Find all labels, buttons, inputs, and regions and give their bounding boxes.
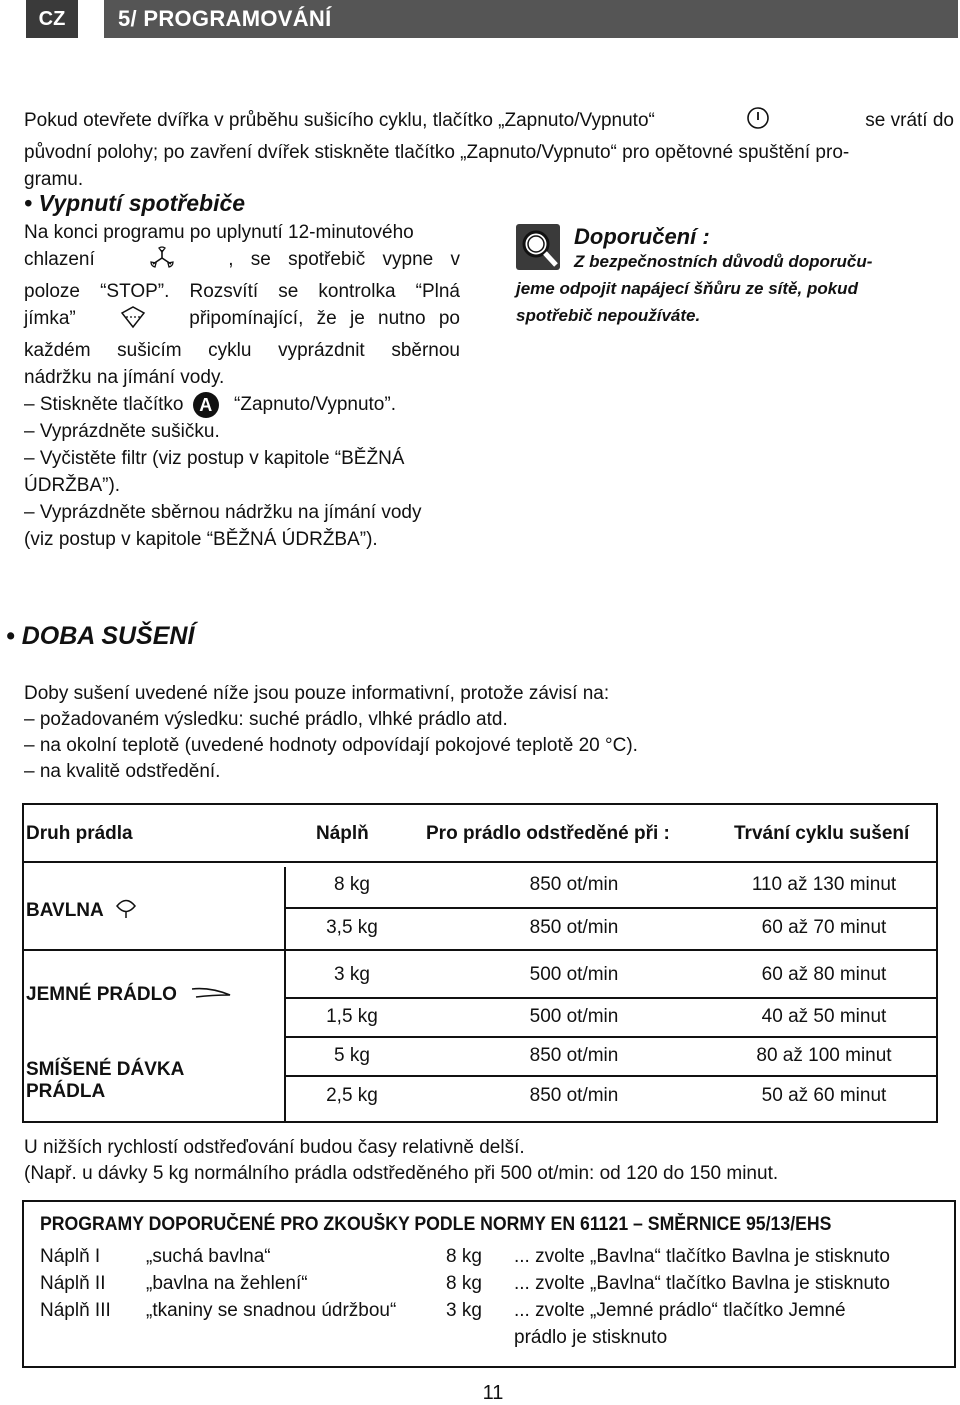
table-row-rule	[286, 1036, 936, 1038]
drying-text	[24, 681, 944, 785]
list-item	[40, 1270, 950, 1297]
drying-table	[22, 803, 938, 1123]
program-name: „tkaniny se snadnou údržbou“	[146, 1300, 397, 1321]
table-group-label	[26, 983, 232, 1007]
drying-line-1: Doby sušení uvedené níže jsou pouze informativní, protože závisí na:	[24, 683, 610, 704]
table-cell: 60 až 80 minut	[761, 964, 887, 985]
shutdown-line-1: Na konci programu po uplynutí 12-minutového	[24, 222, 414, 243]
note-line-2: (Např. u dávky 5 kg normálního prádla odstředěného při 500 ot/min: od 120 do 150 minut.	[24, 1163, 779, 1184]
table-group-label-text: BAVLNA	[26, 900, 104, 922]
intro-line-3: gramu.	[24, 169, 84, 190]
shutdown-text	[24, 219, 460, 553]
shutdown-step-3b: ÚDRŽBA”).	[24, 475, 121, 496]
intro-line-1a: Pokud otevřete dvířka v průběhu sušicího cyklu, tlačítko „Zapnuto/Vypnuto“	[24, 110, 655, 131]
shutdown-line-4a: jímka”	[24, 308, 76, 329]
table-cell: 1,5 kg	[326, 1006, 378, 1027]
table-cell: 2,5 kg	[326, 1085, 378, 1106]
table-group-label-line2: PRÁDLA	[26, 1081, 106, 1102]
shutdown-step-3: – Vyčistěte filtr (viz postup v kapitole “BĚŽNÁ	[24, 448, 405, 469]
shutdown-step-4: – Vyprázdněte sběrnou nádržku na jímání vody	[24, 502, 422, 523]
program-weight: 3 kg	[446, 1300, 482, 1321]
list-item	[40, 1243, 950, 1270]
table-header-type: Druh prádla	[26, 823, 133, 844]
table-header-load: Náplň	[316, 823, 369, 844]
programs-list	[40, 1243, 950, 1351]
table-cell: 50 až 60 minut	[761, 1085, 887, 1106]
drying-line-2: – požadovaném výsledku: suché prádlo, vlhké prádlo atd.	[24, 709, 508, 730]
delicate-icon	[190, 983, 232, 1007]
shutdown-heading: • Vypnutí spotřebiče	[24, 190, 246, 216]
list-item-continuation	[40, 1324, 950, 1351]
shutdown-step-1	[24, 391, 460, 418]
tip-text	[516, 248, 954, 329]
table-row-rule	[286, 997, 936, 999]
shutdown-line-4b: připomínající, že je nutno po	[189, 308, 460, 329]
intro-line-1b: se vrátí do	[865, 110, 954, 131]
program-load: Náplň I	[40, 1246, 101, 1267]
tip-title: Doporučení :	[574, 224, 710, 249]
drying-line-4: – na kvalitě odstředění.	[24, 761, 221, 782]
section-title	[104, 0, 958, 38]
program-name: „bavlna na žehlení“	[146, 1273, 308, 1294]
page-number: 11	[482, 1382, 504, 1404]
table-cell: 80 až 100 minut	[756, 1045, 892, 1066]
table-cell: 3,5 kg	[326, 917, 378, 938]
table-cell: 500 ot/min	[529, 1006, 619, 1027]
shutdown-step-1a: – Stiskněte tlačítko	[24, 394, 184, 415]
button-a-icon: A	[193, 392, 219, 418]
shutdown-line-6: nádržku na jímání vody.	[24, 367, 225, 388]
table-cell: 60 až 70 minut	[761, 917, 887, 938]
table-cell: 8 kg	[334, 874, 370, 895]
note-line-1: U nižších rychlostí odstřeďování budou časy relativně delší.	[24, 1137, 525, 1158]
shutdown-line-4	[24, 305, 460, 337]
program-name: „suchá bavlna“	[146, 1246, 271, 1267]
table-group-label	[26, 897, 138, 925]
power-icon	[745, 105, 771, 139]
tip-line-2: jeme odpojit napájecí šňůru ze sítě, pokud	[516, 279, 858, 298]
table-cell: 500 ot/min	[529, 964, 619, 985]
table-group-label-line1: SMÍŠENÉ DÁVKA	[26, 1059, 185, 1080]
program-load: Náplň II	[40, 1273, 106, 1294]
program-load: Náplň III	[40, 1300, 111, 1321]
shutdown-line-3: poloze “STOP”. Rozsvítí se kontrolka “Plná	[24, 281, 460, 302]
shutdown-line-2b: , se spotřebič vypne v	[228, 249, 460, 270]
section-title-text: 5/ PROGRAMOVÁNÍ	[118, 6, 332, 31]
tip-line-3: spotřebič nepoužíváte.	[516, 306, 701, 325]
table-cell: 5 kg	[334, 1045, 370, 1066]
program-instruction: ... zvolte „Bavlna“ tlačítko Bavlna je stisknuto	[514, 1246, 890, 1267]
table-cell: 40 až 50 minut	[761, 1006, 887, 1027]
shutdown-step-1b: “Zapnuto/Vypnuto”.	[234, 394, 396, 415]
table-divider	[284, 867, 286, 1121]
table-cell: 110 až 130 minut	[751, 874, 897, 895]
table-cell: 3 kg	[334, 964, 370, 985]
intro-paragraph	[24, 107, 954, 193]
water-tank-icon	[118, 305, 148, 337]
cooling-fan-icon	[147, 246, 177, 278]
program-weight: 8 kg	[446, 1246, 482, 1267]
table-cell: 850 ot/min	[529, 1045, 619, 1066]
program-instruction: ... zvolte „Jemné prádlo“ tlačítko Jemné	[514, 1300, 846, 1321]
cotton-icon	[114, 897, 138, 925]
shutdown-line-2	[24, 246, 460, 278]
list-item	[40, 1297, 950, 1324]
table-group-label-text: JEMNÉ PRÁDLO	[26, 984, 177, 1006]
shutdown-step-2: – Vyprázdněte sušičku.	[24, 421, 220, 442]
intro-line-2: původní polohy; po zavření dvířek stiskněte tlačítko „Zapnuto/Vypnuto“ pro opětovné spuštění pro-	[24, 142, 850, 163]
table-row-rule	[286, 907, 936, 909]
shutdown-line-5: každém sušicím cyklu vyprázdnit sběrnou	[24, 340, 460, 361]
program-instruction-cont: prádlo je stisknuto	[514, 1327, 668, 1348]
note-text	[24, 1135, 944, 1187]
shutdown-line-2a: chlazení	[24, 249, 95, 270]
table-group-label	[26, 1059, 184, 1103]
table-cell: 850 ot/min	[529, 874, 619, 895]
table-header-spin: Pro prádlo odstředěné při :	[426, 823, 670, 844]
program-weight: 8 kg	[446, 1273, 482, 1294]
table-header-rule	[24, 861, 936, 863]
programs-title: PROGRAMY DOPORUČENÉ PRO ZKOUŠKY PODLE NORMY EN 61121 – SMĚRNICE 95/13/EHS	[40, 1214, 832, 1235]
tip-line-1: Z bezpečnostních důvodů doporuču-	[574, 252, 873, 271]
shutdown-step-4b: (viz postup v kapitole “BĚŽNÁ ÚDRŽBA”).	[24, 529, 378, 550]
program-instruction: ... zvolte „Bavlna“ tlačítko Bavlna je stisknuto	[514, 1273, 890, 1294]
table-row-rule	[286, 1075, 936, 1077]
drying-heading: • DOBA SUŠENÍ	[6, 622, 195, 650]
table-cell: 850 ot/min	[529, 1085, 619, 1106]
table-cell: 850 ot/min	[529, 917, 619, 938]
table-header-duration: Trvání cyklu sušení	[734, 823, 910, 844]
drying-line-3: – na okolní teplotě (uvedené hodnoty odpovídají pokojové teplotě 20 °C).	[24, 735, 638, 756]
language-badge: CZ	[26, 0, 78, 38]
table-group-rule	[24, 949, 936, 951]
